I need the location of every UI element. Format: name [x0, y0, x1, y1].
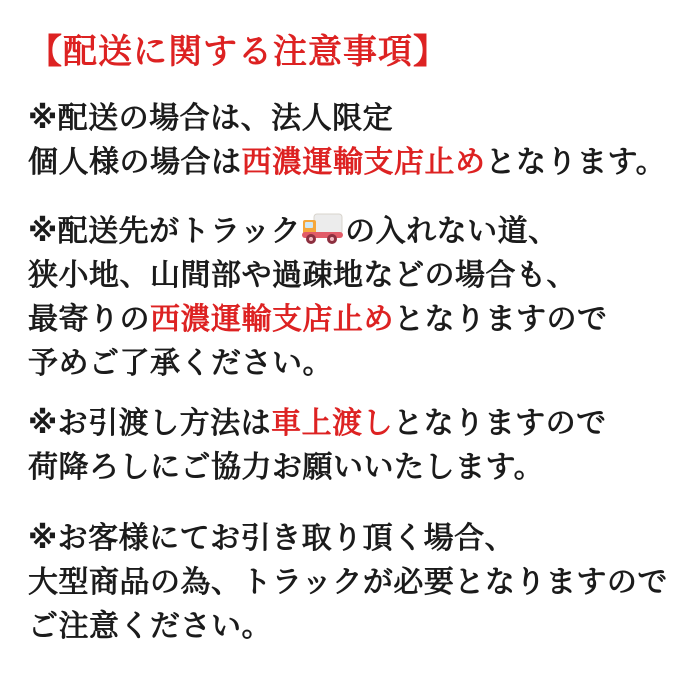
notice-line — [28, 446, 607, 490]
notice-text: の入れない道、 — [345, 214, 559, 249]
notice-paragraph-delivery-corporate — [28, 97, 666, 185]
notice-line — [28, 210, 608, 254]
notice-text: ※お引渡し方法は — [28, 406, 272, 441]
notice-line — [28, 402, 607, 446]
notice-text: ※配送の場合は、法人限定 — [28, 101, 394, 136]
notice-text: ご注意ください。 — [28, 609, 272, 644]
notice-text: 大型商品の為、トラックが必要となりますので — [28, 565, 668, 600]
delivery-truck-icon — [302, 212, 344, 246]
notice-text: 予めご了承ください。 — [28, 346, 333, 381]
notice-text-highlight: 西濃運輸支店止め — [150, 302, 394, 337]
notice-line — [28, 298, 608, 342]
notice-paragraph-customer-pickup — [28, 517, 668, 649]
notice-text: となりますので — [393, 406, 607, 441]
notice-line — [28, 141, 666, 185]
notice-text: ※お客様にてお引き取り頂く場合、 — [28, 521, 516, 556]
notice-title: 【配送に関する注意事項】 — [28, 32, 448, 72]
notice-line — [28, 342, 608, 386]
notice-text: 狭小地、山間部や過疎地などの場合も、 — [28, 258, 577, 293]
notice-line — [28, 254, 608, 298]
notice-text: 最寄りの — [28, 302, 150, 337]
notice-line — [28, 517, 668, 561]
notice-text-highlight: 西濃運輸支店止め — [241, 145, 486, 180]
notice-paragraph-handover-method — [28, 402, 607, 490]
notice-text: 個人様の場合は — [28, 145, 242, 180]
notice-line — [28, 97, 666, 141]
notice-line — [28, 605, 668, 649]
notice-text: 荷降ろしにご協力お願いいたします。 — [28, 450, 545, 485]
notice-text: ※配送先がトラック — [28, 214, 302, 249]
notice-text: となります。 — [485, 145, 667, 180]
notice-text-highlight: 車上渡し — [271, 406, 394, 441]
notice-paragraph-truck-access — [28, 210, 608, 386]
notice-text: となりますので — [394, 302, 608, 337]
notice-line — [28, 561, 668, 605]
